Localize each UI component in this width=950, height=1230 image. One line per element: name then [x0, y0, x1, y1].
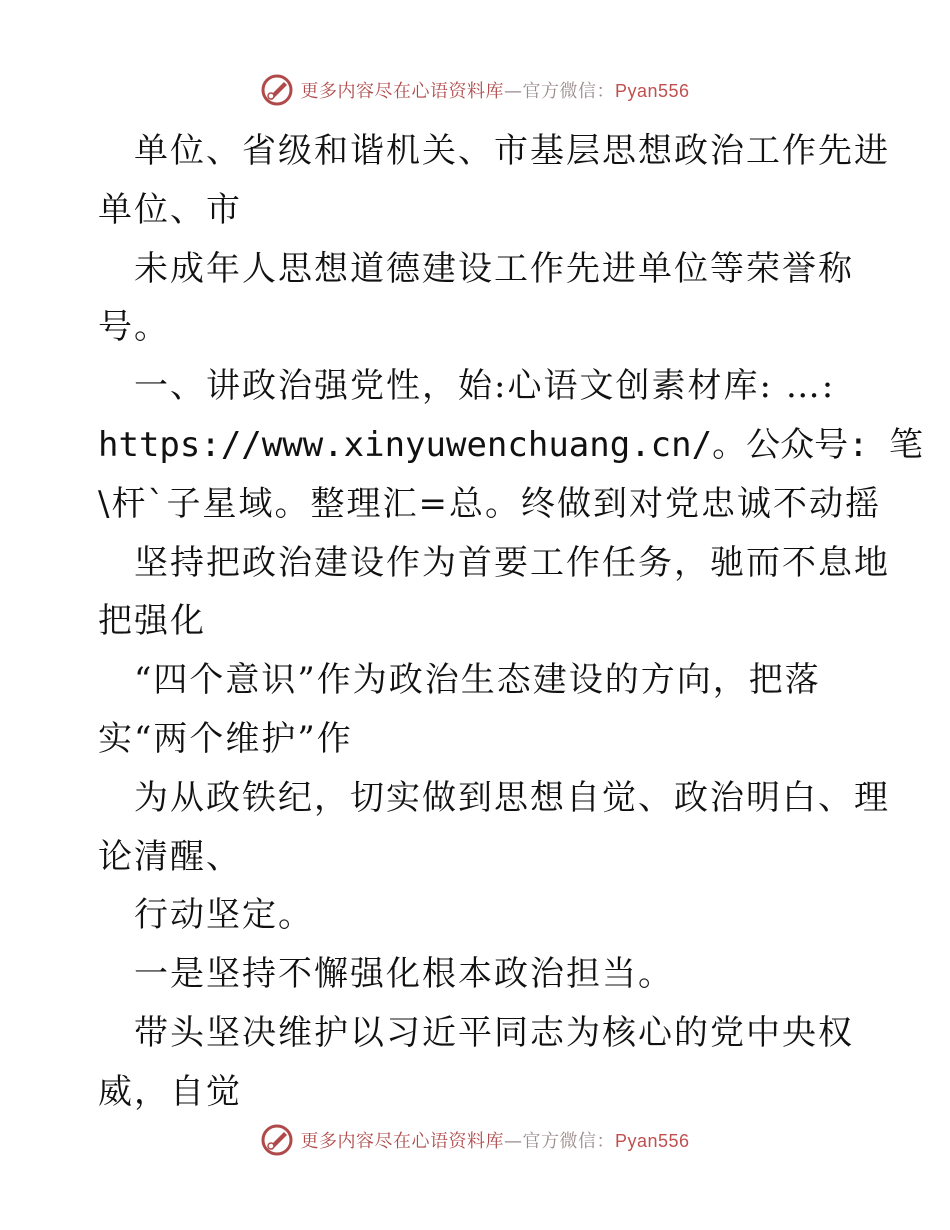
- text-line: 一是坚持不懈强化根本政治担当。: [134, 954, 674, 995]
- text-line: 行动坚定。: [134, 895, 314, 936]
- footer-banner-text: [300, 1127, 689, 1153]
- text-line: 坚持把政治建设作为首要工作任务，驰而不息地: [134, 542, 890, 583]
- text-line: 单位、市: [98, 189, 242, 230]
- footer-handle: Pyan556: [614, 1131, 690, 1151]
- document-body: [98, 122, 924, 1122]
- text-line: \杆`子星域。整理汇=总。终做到对党忠诚不动摇: [98, 483, 881, 524]
- brush-pen-logo-icon: [260, 73, 294, 107]
- text-line: https://www.xinyuwenchuang.cn/。公众号: 笔: [98, 424, 924, 465]
- text-line: 为从政铁纪，切实做到思想自觉、政治明白、理: [134, 777, 890, 818]
- text-line: 单位、省级和谐机关、市基层思想政治工作先进: [134, 131, 890, 171]
- text-line: 论清醒、: [98, 836, 242, 877]
- footer-dash: —: [503, 1131, 523, 1152]
- text-line: 带头坚决维护以习近平同志为核心的党中央权: [134, 1012, 854, 1053]
- header-handle: Pyan556: [614, 81, 690, 101]
- header-dash: —: [503, 81, 523, 102]
- text-line: 把强化: [98, 601, 206, 642]
- footer-brand: 更多内容尽在心语资料库: [300, 1131, 504, 1152]
- text-line: “四个意识”作为政治生态建设的方向，把落: [134, 660, 821, 701]
- text-line: 未成年人思想道德建设工作先进单位等荣誉称: [134, 248, 854, 289]
- header-banner-text: [300, 77, 689, 103]
- header-brand: 更多内容尽在心语资料库: [300, 81, 504, 102]
- footer-wechat-label: 官方微信：: [522, 1131, 615, 1152]
- text-line: 威，自觉: [98, 1071, 242, 1112]
- footer-banner: [0, 1120, 950, 1160]
- text-line: 号。: [98, 307, 170, 348]
- text-line: 实“两个维护”作: [98, 718, 353, 759]
- header-banner: [0, 70, 950, 110]
- text-line: 一、讲政治强党性，始:心语文创素材库: …:: [134, 366, 836, 407]
- brush-pen-logo-icon: [260, 1123, 294, 1157]
- header-wechat-label: 官方微信：: [522, 81, 615, 102]
